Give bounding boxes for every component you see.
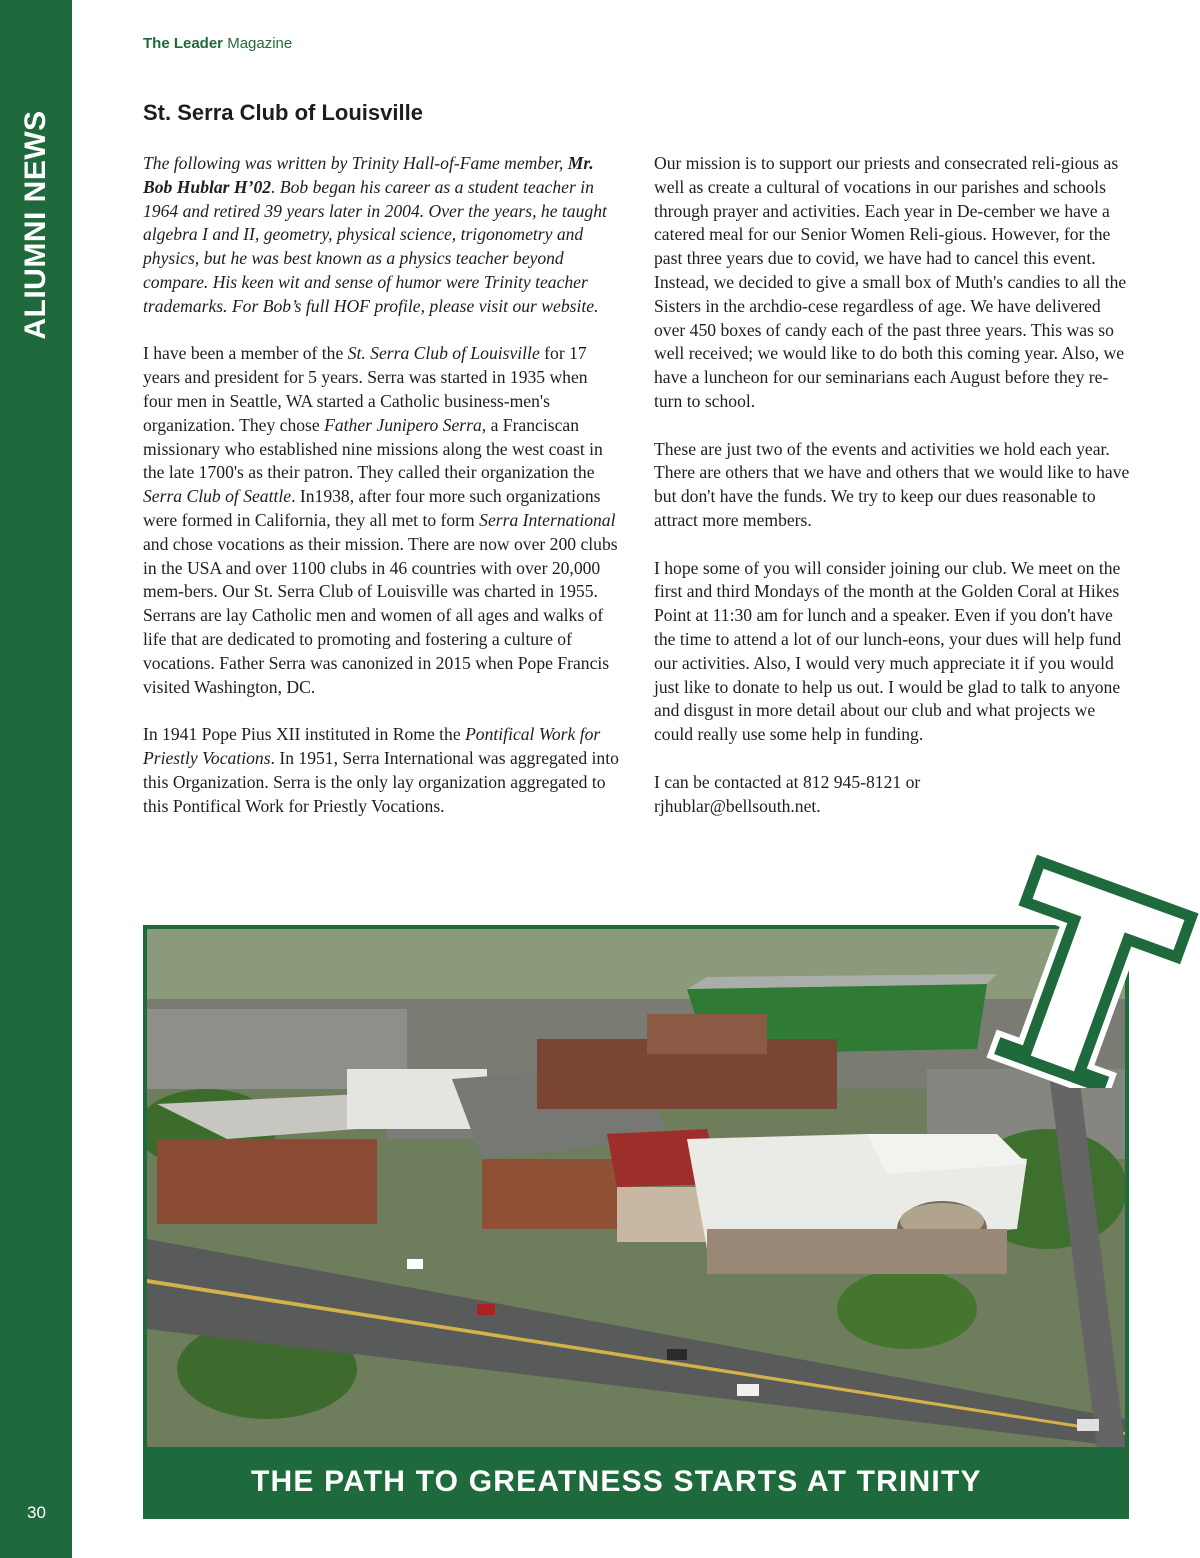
trinity-t-logo bbox=[978, 838, 1200, 1088]
body-paragraph: In 1941 Pope Pius XII instituted in Rome the Pontifical Work for Priestly Vocations. In 1951, Serra International was aggregated into this Organization. Serra is the only lay organization aggregated to this Pontifical Work for Priestly Vocations. bbox=[143, 724, 619, 816]
contact-paragraph: I can be contacted at 812 945-8121 or rjhublar@bellsouth.net. bbox=[654, 771, 921, 816]
section-label: ALIUMNI NEWS bbox=[19, 110, 52, 340]
body-paragraph: I hope some of you will consider joining our club. We meet on the first and third Mondays of the month at the Golden Coral at Hikes Point at 11:30 am for lunch and a speaker. Even if you don't have the time to attend a lot of our lunch-eons, your dues will help fund our activities. Also, I would very much appreciate it if you would just like to donate to help us out. I would be glad to talk to anyone and disgust in more detail about our club and what projects we could really use some help in funding. bbox=[654, 557, 1122, 745]
photo-banner bbox=[143, 1451, 1129, 1519]
author-name: Mr. Bob Hublar H’02 bbox=[143, 153, 594, 197]
body-paragraph: I have been a member of the St. Serra Club of Louisville for 17 years and president for 5 years. Serra was started in 1935 when four men in Seattle, WA started a Catholic business-men's organization. They chose Father Junipero Serra, a Franciscan missionary who established nine missions along the west coast in the late 1700's as their patron. They called their organization the Serra Club of Seattle. In1938, after four more such organizations were formed in California, they all met to form Serra International and chose vocations as their mission. There are now over 200 clubs in the USA and over 1100 clubs in 46 countries with over 20,000 mem-bers. Our St. Serra Club of Louisville was charted in 1955. Serrans are lay Catholic men and women of all ages and walks of life that are dedicated to promoting and fostering a culture of vocations. Father Serra was canonized in 2015 when Pope Francis visited Washington, DC. bbox=[143, 343, 618, 697]
intro-paragraph: The following was written by Trinity Hall-of-Fame member, Mr. Bob Hublar H’02. Bob began his career as a student teacher in 1964 and retired 39 years later in 2004. Over the years, he taught algebra I and II, geometry, physical science, trigonometry and physics, but he was best known as a physics teacher beyond compare. His keen wit and sense of humor were Trinity teacher trademarks. For Bob’s full HOF profile, please visit our website. bbox=[143, 153, 607, 316]
magazine-header bbox=[143, 35, 292, 52]
page-number: 30 bbox=[27, 1503, 46, 1522]
body-paragraph: Our mission is to support our priests and consecrated reli-gious as well as create a cultural of vocations in our parishes and schools through prayer and activities. Each year in De-cember we have a catered meal for our Senior Women Reli-gious. However, for the past three years due to covid, we have had to cancel this event. Instead, we decided to give a small box of Muth's candies to all the Sisters in the archdio-cese regardless of age. We have delivered over 450 boxes of candy each of the past three years. This was so well received; we would like to do both this coming year. Also, we have a luncheon for our seminarians each August before they re-turn to school. bbox=[654, 153, 1127, 411]
body-paragraph: These are just two of the events and activities we hold each year. There are others that we have and others that we would like to have but don't have the funds. We try to keep our dues reasonable to attract more members. bbox=[654, 438, 1130, 530]
sidebar bbox=[0, 0, 72, 1558]
article-title: St. Serra Club of Louisville bbox=[143, 100, 423, 125]
magazine-name: The Leader bbox=[143, 35, 224, 52]
magazine-suffix: Magazine bbox=[227, 35, 293, 52]
left-column bbox=[143, 152, 621, 842]
contact-email: rjhublar@bellsouth.net. bbox=[654, 795, 821, 816]
banner-slogan: THE PATH TO GREATNESS STARTS AT TRINITY bbox=[251, 1465, 982, 1498]
right-column bbox=[654, 152, 1132, 842]
